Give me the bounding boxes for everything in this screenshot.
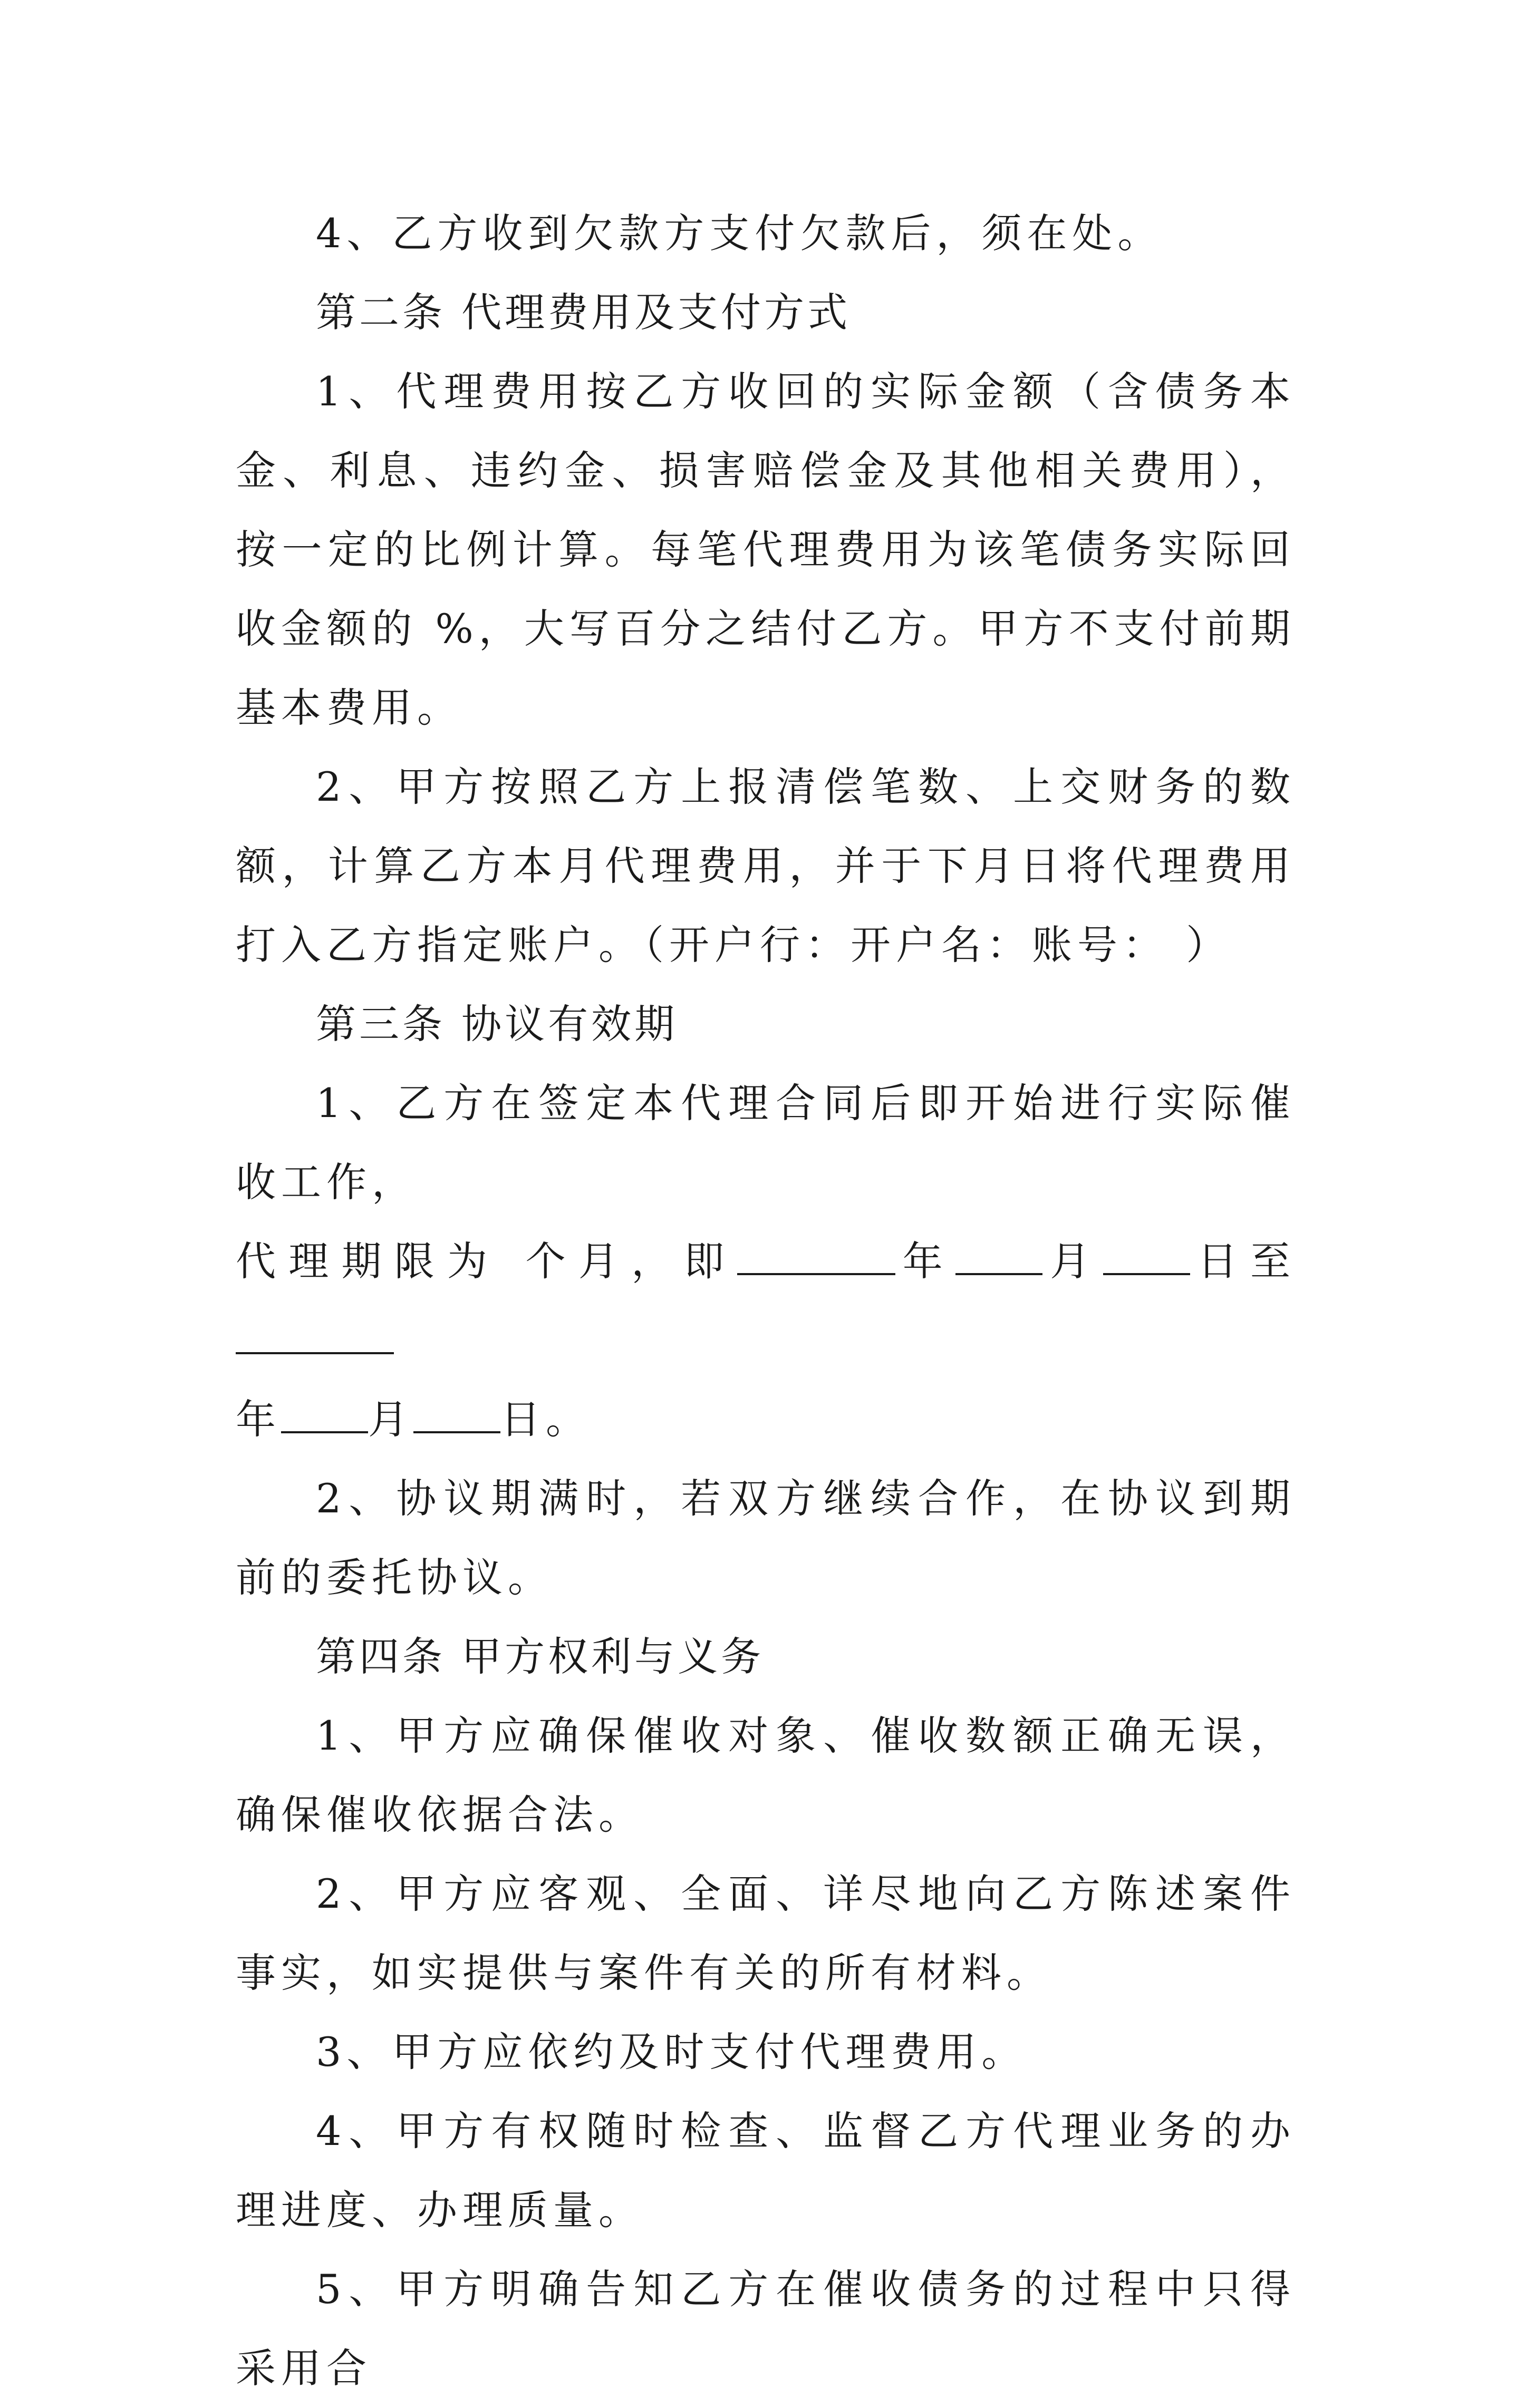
year-label: 年 xyxy=(895,1238,956,1285)
day-label-2: 日。 xyxy=(500,1396,591,1443)
article-2-item-1: 1、代理费用按乙方收回的实际金额（含债务本金、利息、违约金、损害赔偿金及其他相关费用），按一定的比例计算。每笔代理费用为该笔债务实际回收金额的 %，大写百分之结付乙方。甲方不支付前期基本费用。 xyxy=(236,368,1296,731)
start-day-blank xyxy=(1103,1234,1190,1275)
day-to-label: 日至 xyxy=(1190,1238,1296,1285)
month-label-2: 月 xyxy=(368,1396,413,1443)
article-4-heading: 第四条 甲方权利与义务 xyxy=(316,1633,765,1680)
article-4-item-1: 1、甲方应确保催收对象、催收数额正确无误，确保催收依据合法。 xyxy=(236,1712,1296,1838)
end-year-blank-part xyxy=(236,1313,394,1354)
article-3-item-1-line-3 xyxy=(236,1380,1296,1459)
start-year-blank xyxy=(737,1234,895,1275)
article-4-item-3: 3、甲方应依约及时支付代理费用。 xyxy=(316,2028,1027,2075)
article-4-item-4: 4、甲方有权随时检查、监督乙方代理业务的办理进度、办理质量。 xyxy=(236,2108,1296,2234)
article-3-item-2: 2、协议期满时，若双方继续合作，在协议到期前的委托协议。 xyxy=(236,1475,1296,1601)
document-body xyxy=(236,194,1296,2408)
start-month-blank xyxy=(955,1234,1042,1275)
article-4-item-2: 2、甲方应客观、全面、详尽地向乙方陈述案件事实，如实提供与案件有关的所有材料。 xyxy=(236,1870,1296,1996)
article-4-item-5: 5、甲方明确告知乙方在催收债务的过程中只得采用合 xyxy=(236,2266,1296,2392)
end-day-blank xyxy=(413,1392,500,1433)
clause-1-item-4: 4、乙方收到欠款方支付欠款后，须在处。 xyxy=(316,210,1163,257)
article-2-heading: 第二条 代理费用及支付方式 xyxy=(316,289,851,336)
year-label-2: 年 xyxy=(236,1396,281,1443)
term-intro: 代理期限为 个月，即 xyxy=(236,1238,737,1285)
article-3-heading: 第三条 协议有效期 xyxy=(316,1001,678,1047)
article-3-item-1-line-1: 1、乙方在签定本代理合同后即开始进行实际催收工作， xyxy=(236,1080,1296,1206)
month-label: 月 xyxy=(1042,1238,1103,1285)
end-month-blank xyxy=(281,1392,368,1433)
article-2-item-2: 2、甲方按照乙方上报清偿笔数、上交财务的数额，计算乙方本月代理费用，并于下月日将代理费用打入乙方指定账户。（开户行：开户名：账号： ） xyxy=(236,763,1296,968)
article-3-item-1 xyxy=(236,1064,1296,1459)
article-3-item-1-line-2 xyxy=(236,1222,1296,1380)
